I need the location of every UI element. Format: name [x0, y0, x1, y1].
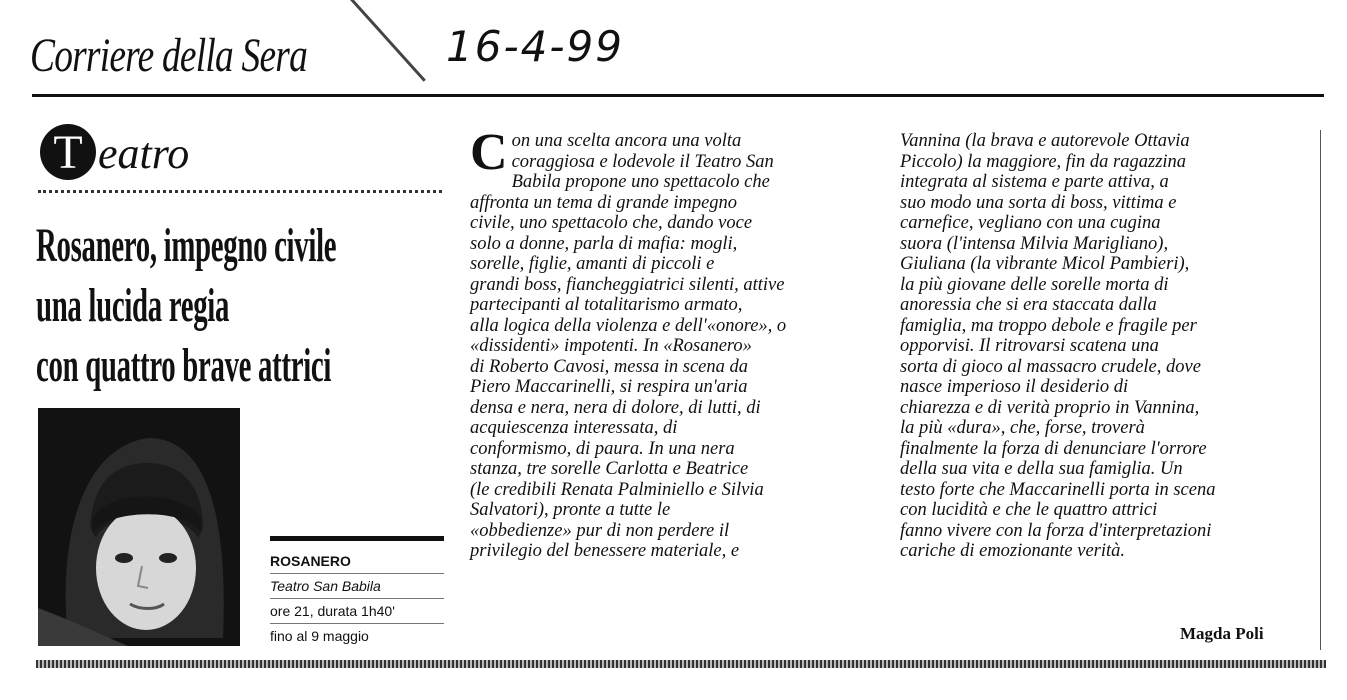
article-line: sorelle, figlie, amanti di piccoli e	[470, 254, 715, 274]
info-bar	[270, 536, 444, 541]
article-line: famiglia, ma troppo debole e fragile per	[900, 315, 1197, 336]
article-column-2-body	[900, 131, 1320, 562]
article-line: partecipanti al totalitarismo armato,	[470, 295, 743, 315]
article-line: opporvisi. Il ritrovarsi scatena una	[900, 336, 1159, 356]
article-line: Piccolo) la maggiore, fin da ragazzina	[900, 151, 1187, 172]
headline-line: Rosanero, impegno civile	[36, 219, 337, 272]
article-line: suora (l'intensa Milvia Marigliano),	[900, 233, 1169, 254]
section-label: eatro	[98, 129, 190, 178]
article-line: «dissidenti» impotenti. In «Rosanero»	[470, 336, 752, 356]
article-line: grandi boss, fiancheggiatrici silenti, attive	[470, 274, 785, 295]
article-line: chiarezza e di verità proprio in Vannina,	[900, 397, 1200, 418]
bottom-rule	[36, 660, 1326, 668]
article-line: stanza, tre sorelle Carlotta e Beatrice	[470, 459, 749, 479]
article-line: integrata al sistema e parte attiva, a	[900, 172, 1169, 192]
article-line: Salvatori), pronte a tutte le	[470, 500, 671, 520]
article-line: finalmente la forza di denunciare l'orrore	[900, 438, 1207, 459]
section-initial-badge: T	[40, 124, 96, 180]
article-line: densa e nera, nera di dolore, di lutti, di	[470, 397, 761, 418]
article-line: Babila propone uno spettacolo che	[511, 172, 770, 192]
article-line: fanno vivere con la forza d'interpretazioni	[900, 520, 1212, 541]
article-line: nasce imperioso il desiderio di	[900, 377, 1129, 397]
headline-line: una lucida regia	[36, 279, 230, 332]
show-time: ore 21, durata 1h40'	[270, 599, 444, 624]
article-line: sorta di gioco al massacro crudele, dove	[900, 356, 1201, 377]
article-line: coraggiosa e lodevole il Teatro San	[511, 151, 774, 172]
article-column-2	[900, 131, 1320, 562]
article-line: on una scelta ancora una volta	[511, 131, 742, 151]
article-line: Piero Maccarinelli, si respira un'aria	[470, 377, 748, 397]
column-rule	[1320, 130, 1321, 650]
article-line: conformismo, di paura. In una nera	[470, 438, 735, 459]
show-info-box	[270, 536, 444, 648]
header-rule	[32, 94, 1324, 97]
article-line: privilegio del benessere materiale, e	[470, 541, 740, 561]
article-line: alla logica della violenza e dell'«onore», o	[470, 315, 787, 336]
drop-cap: C	[470, 124, 508, 181]
show-dates: fino al 9 maggio	[270, 628, 369, 644]
article-column-1	[470, 124, 885, 562]
article-line: Giuliana (la vibrante Micol Pambieri),	[900, 254, 1190, 274]
article-line: affronta un tema di grande impegno	[470, 192, 738, 213]
article-line: cariche di emozionante verità.	[900, 541, 1126, 561]
article-line: della sua vita e della sua famiglia. Un	[900, 459, 1183, 479]
article-line: di Roberto Cavosi, messa in scena da	[470, 356, 748, 377]
article-line: solo a donne, parla di mafia: mogli,	[470, 233, 738, 254]
article-line: anoressia che si era staccata dalla	[900, 295, 1157, 315]
article-line: suo modo una sorta di boss, vittima e	[900, 192, 1177, 213]
article-byline: Magda Poli	[1180, 624, 1264, 643]
article-headline	[36, 216, 456, 396]
handwritten-date: 16-4-99	[446, 22, 624, 71]
article-line: «obbedienze» pur di non perdere il	[470, 520, 730, 541]
article-line: testo forte che Maccarinelli porta in scena	[900, 479, 1216, 500]
article-line: la più «dura», che, forse, troverà	[900, 418, 1145, 438]
article-line: carnefice, vegliano con una cugina	[900, 213, 1161, 233]
show-venue: Teatro San Babila	[270, 574, 444, 599]
actress-photo	[38, 408, 240, 646]
article-line: la più giovane delle sorelle morta di	[900, 274, 1169, 295]
article-column-1-body	[470, 172, 885, 562]
pen-stroke	[350, 0, 426, 82]
article-line: Vannina (la brava e autorevole Ottavia	[900, 131, 1190, 151]
show-title: ROSANERO	[270, 549, 444, 574]
article-line: acquiescenza interessata, di	[470, 418, 678, 438]
headline-line: con quattro brave attrici	[36, 339, 332, 392]
article-line: con lucidità e che le quattro attrici	[900, 500, 1158, 520]
newspaper-masthead: Corriere della Sera	[30, 29, 308, 82]
article-line: civile, uno spettacolo che, dando voce	[470, 213, 753, 233]
article-line: (le credibili Renata Palminiello e Silvia	[470, 479, 764, 500]
section-dotted-rule	[38, 190, 442, 193]
